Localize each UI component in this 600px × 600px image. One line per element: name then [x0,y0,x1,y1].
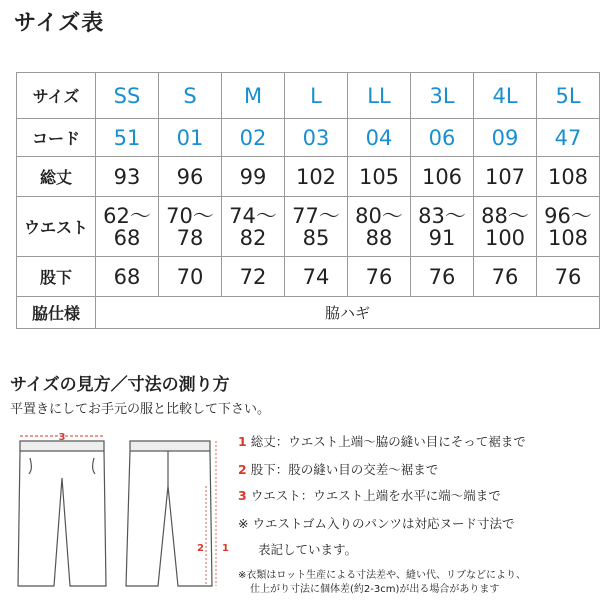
size-cell: M [222,73,285,119]
size-cell: 4L [474,73,537,119]
inseam-cell: 76 [474,257,537,297]
note-number: 1 [238,434,247,449]
table-row-waist [17,197,600,257]
waist-cell: 77〜 85 [285,197,348,257]
length-measure-label: 1 [222,543,229,554]
table-row-inseam [17,257,600,297]
length-cell: 96 [159,157,222,197]
inseam-cell: 76 [537,257,600,297]
size-cell: 3L [411,73,474,119]
waist-cell: 88〜 100 [474,197,537,257]
note-length [238,432,526,450]
row-label-inseam: 股下 [17,257,96,297]
length-cell: 99 [222,157,285,197]
size-cell: SS [96,73,159,119]
waist-cell: 96〜 108 [537,197,600,257]
inseam-measure-label: 2 [197,543,204,554]
code-cell: 06 [411,119,474,157]
row-label-code: コード [17,119,96,157]
table-row-length [17,157,600,197]
length-cell: 102 [285,157,348,197]
size-cell: L [285,73,348,119]
rubber-note-line1: ※ ウエストゴム入りのパンツは対応ヌード寸法で [238,516,515,531]
note-number: 3 [238,488,247,503]
length-cell: 93 [96,157,159,197]
fine-print-line2: 仕上がり寸法に個体差(約2-3cm)が出る場合があります [250,584,500,595]
inseam-cell: 76 [411,257,474,297]
waist-cell: 62〜 68 [96,197,159,257]
waist-cell: 80〜 88 [348,197,411,257]
inseam-cell: 72 [222,257,285,297]
table-row-side [17,297,600,329]
code-cell: 09 [474,119,537,157]
code-cell: 01 [159,119,222,157]
guide-subtitle: 平置きにしてお手元の服と比較して下さい。 [10,402,271,417]
length-cell: 107 [474,157,537,197]
size-cell: LL [348,73,411,119]
note-text: 股下：股の縫い目の交差〜裾まで [250,462,439,477]
size-table [16,72,600,329]
code-cell: 51 [96,119,159,157]
code-cell: 02 [222,119,285,157]
inseam-cell: 76 [348,257,411,297]
waist-measure-label: 3 [58,432,66,443]
row-label-size: サイズ [17,73,96,119]
note-inseam [238,460,438,478]
note-text: ウエスト：ウエスト上端を水平に端〜端まで [250,488,501,503]
code-cell: 03 [285,119,348,157]
length-cell: 105 [348,157,411,197]
length-cell: 106 [411,157,474,197]
note-text: 総丈：ウエスト上端〜脇の縫い目にそって裾まで [250,434,526,449]
table-row-code [17,119,600,157]
waist-cell: 83〜 91 [411,197,474,257]
inseam-cell: 70 [159,257,222,297]
row-label-waist: ウエスト [17,197,96,257]
length-cell: 108 [537,157,600,197]
table-row-size [17,73,600,119]
waist-cell: 70〜 78 [159,197,222,257]
side-spec-cell: 脇ハギ [96,297,600,329]
fine-print-line1: ※衣類はロット生産による寸法差や、縫い代、リブなどにより、 [238,570,526,581]
row-label-side: 脇仕様 [17,297,96,329]
pants-diagram [8,426,233,598]
size-cell: S [159,73,222,119]
code-cell: 47 [537,119,600,157]
row-label-length: 総丈 [17,157,96,197]
note-waist [238,486,501,504]
guide-title: サイズの見方／寸法の測り方 [10,375,230,395]
pants-front [18,441,106,586]
rubber-note-line2: 表記しています。 [258,542,358,557]
pants-side [126,441,212,586]
note-number: 2 [238,462,247,477]
page-title: サイズ表 [14,11,105,36]
inseam-cell: 68 [96,257,159,297]
waist-cell: 74〜 82 [222,197,285,257]
size-cell: 5L [537,73,600,119]
inseam-cell: 74 [285,257,348,297]
code-cell: 04 [348,119,411,157]
